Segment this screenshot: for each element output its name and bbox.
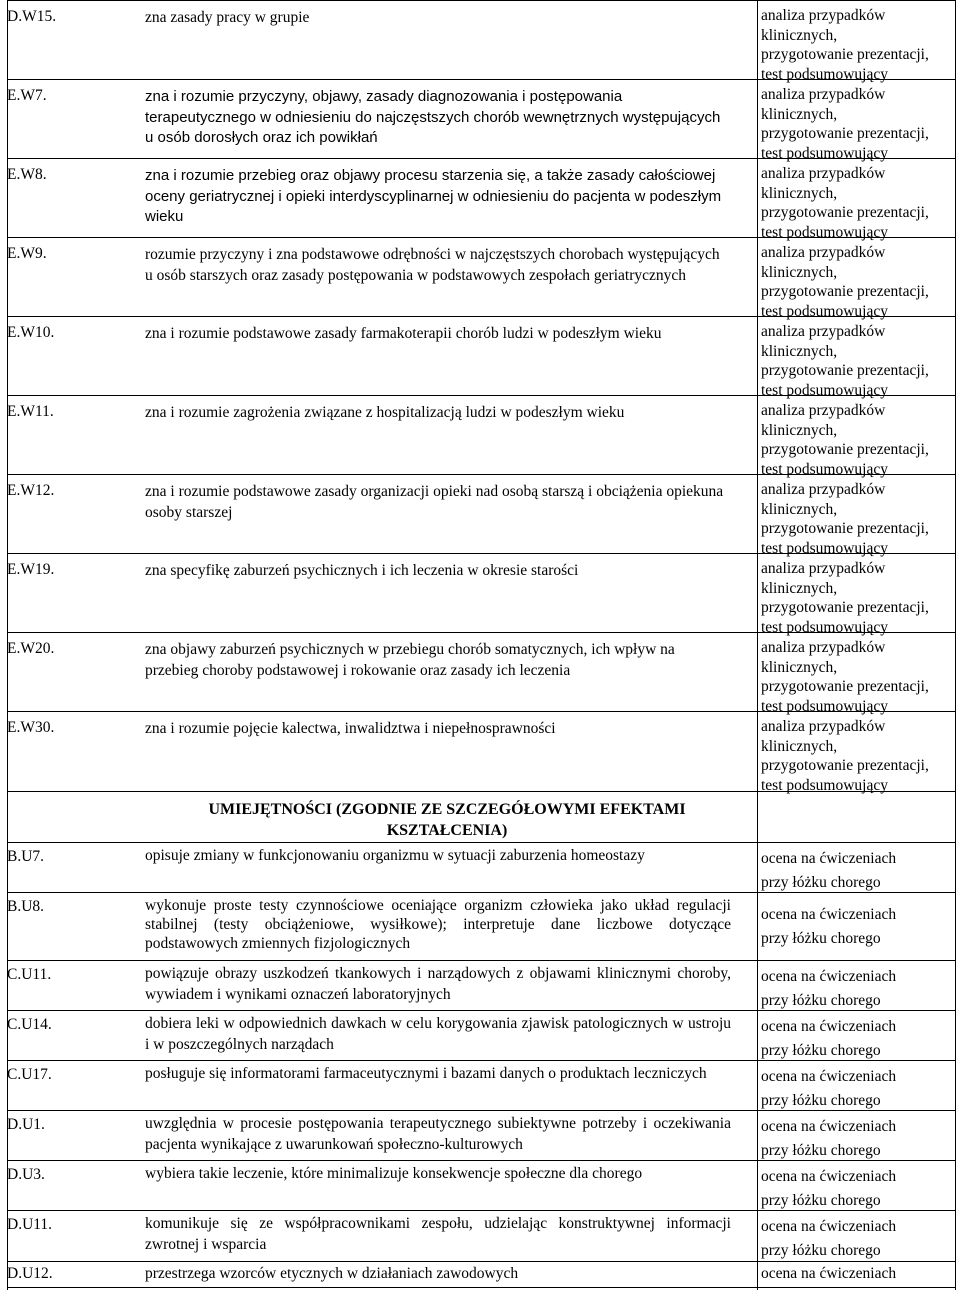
outcome-code: E.W20.	[7, 640, 55, 657]
table-row	[7, 1210, 955, 1261]
outcome-description: zna i rozumie podstawowe zasady organizacji opieki nad osobą starszą i obciążenia opiekuna osoby starszej	[145, 483, 724, 521]
outcome-code: E.W10.	[7, 324, 55, 341]
verification-method: analiza przypadków klinicznych, przygotowanie prezentacji, test podsumowujący	[761, 323, 929, 399]
verification-method: analiza przypadków klinicznych, przygotowanie prezentacji, test podsumowujący	[761, 86, 929, 162]
outcome-code: D.W15.	[7, 8, 57, 25]
section-title: UMIEJĘTNOŚCI (ZGODNIE ZE SZCZEGÓŁOWYMI EFEKTAMI KSZTAŁCENIA)	[208, 801, 686, 839]
outcome-code: E.W19.	[7, 561, 55, 578]
table-row	[7, 158, 955, 241]
outcome-description: zna i rozumie pojęcie kalectwa, inwalidztwa i niepełnosprawności	[145, 720, 556, 737]
outcome-code: C.U11.	[7, 966, 52, 983]
outcome-description: zna i rozumie przebieg oraz objawy procesu starzenia się, a także zasady całościowej oceny geriatrycznej i opieki interdyscyplinarnej w odniesieniu do pacjenta w podeszłym wieku	[145, 167, 722, 225]
table-row	[7, 316, 955, 399]
table-row	[7, 79, 955, 162]
outcome-code: D.U3.	[7, 1166, 45, 1183]
outcome-description: zna zasady pracy w grupie	[145, 9, 310, 26]
table-row	[7, 395, 955, 478]
table-row	[7, 553, 955, 636]
outcome-description: zna i rozumie przyczyny, objawy, zasady diagnozowania i postępowania terapeutycznego w odniesieniu do najczęstszych chorób wewnętrznych występujących u osób dorosłych oraz ich powikłań	[145, 88, 721, 146]
outcome-description: rozumie przyczyny i zna podstawowe odrębności w najczęstszych chorobach występujących u osób starszych oraz zasady postępowania w podstawowych zespołach geriatrycznych	[145, 246, 720, 284]
outcome-code: B.U8.	[7, 898, 45, 915]
table-row	[7, 1160, 955, 1211]
verification-method: analiza przypadków klinicznych, przygotowanie prezentacji, test podsumowujący	[761, 165, 929, 241]
outcome-description: uwzględnia w procesie postępowania terapeutycznego subiektywne potrzeby i oczekiwania pacjenta wynikające z uwarunkowań społeczno-kulturowych	[145, 1115, 731, 1153]
outcome-description: zna specyfikę zaburzeń psychicznych i ich leczenia w okresie starości	[145, 562, 579, 579]
outcome-code: E.W12.	[7, 482, 55, 499]
verification-method: ocena na ćwiczeniach przy łóżku chorego	[761, 850, 897, 891]
verification-method: analiza przypadków klinicznych, przygotowanie prezentacji, test podsumowujący	[761, 244, 929, 320]
table-row	[7, 632, 955, 715]
verification-method: analiza przypadków klinicznych, przygotowanie prezentacji, test podsumowujący	[761, 718, 929, 794]
verification-method: analiza przypadków klinicznych, przygotowanie prezentacji, test podsumowujący	[761, 639, 929, 715]
verification-method: ocena na ćwiczeniach przy łóżku chorego	[761, 968, 897, 1009]
verification-method: analiza przypadków klinicznych, przygotowanie prezentacji, test podsumowujący	[761, 481, 929, 557]
table-row	[7, 960, 955, 1011]
outcome-description: przestrzega wzorców etycznych w działaniach zawodowych	[145, 1265, 519, 1282]
table-row	[7, 711, 955, 794]
verification-method: ocena na ćwiczeniach przy łóżku chorego	[761, 1118, 897, 1159]
verification-method: ocena na ćwiczeniach przy łóżku chorego	[761, 906, 897, 947]
table-bottom-border	[7, 1287, 955, 1288]
outcome-code: D.U1.	[7, 1116, 45, 1133]
outcome-description: zna objawy zaburzeń psychicznych w przebiegu chorób somatycznych, ich wpływ na przebieg choroby podstawowej i rokowanie oraz zasady ich leczenia	[145, 641, 675, 679]
outcome-description: wykonuje proste testy czynnościowe oceniające organizm człowieka jako układ regulacji stabilnej (testy obciążeniowe, wysiłkowe); interpretuje dane liczbowe dotyczące podstawowych zmiennych fizjologicznych	[145, 897, 731, 952]
outcome-code: D.U11.	[7, 1216, 53, 1233]
table-row	[7, 1261, 955, 1288]
verification-method: ocena na ćwiczeniach	[761, 1265, 897, 1282]
table-row	[7, 1060, 955, 1111]
outcome-description: powiązuje obrazy uszkodzeń tkankowych i narządowych z objawami klinicznymi choroby, wywiadem i wynikami oznaczeń laboratoryjnych	[145, 965, 731, 1003]
outcome-description: opisuje zmiany w funkcjonowaniu organizmu w sytuacji zaburzenia homeostazy	[145, 847, 645, 864]
skills-section-header	[7, 791, 955, 842]
table-row	[7, 1010, 955, 1061]
outcome-code: E.W30.	[7, 719, 55, 736]
verification-method: analiza przypadków klinicznych, przygotowanie prezentacji, test podsumowujący	[761, 7, 929, 83]
table-row	[7, 892, 955, 960]
outcome-code: E.W11.	[7, 403, 54, 420]
outcome-code: C.U17.	[7, 1066, 52, 1083]
table-row	[7, 237, 955, 320]
table-row	[7, 474, 955, 557]
verification-method: analiza przypadków klinicznych, przygotowanie prezentacji, test podsumowujący	[761, 560, 929, 636]
verification-method: analiza przypadków klinicznych, przygotowanie prezentacji, test podsumowujący	[761, 402, 929, 478]
table-row	[7, 842, 955, 893]
verification-method: ocena na ćwiczeniach przy łóżku chorego	[761, 1018, 897, 1059]
table-row	[7, 1110, 955, 1161]
outcome-code: B.U7.	[7, 848, 45, 865]
verification-method: ocena na ćwiczeniach przy łóżku chorego	[761, 1218, 897, 1259]
outcome-code: D.U12.	[7, 1265, 53, 1282]
outcome-code: E.W8.	[7, 166, 47, 183]
verification-method: ocena na ćwiczeniach przy łóżku chorego	[761, 1068, 897, 1109]
outcome-description: dobiera leki w odpowiednich dawkach w celu korygowania zjawisk patologicznych w ustroju i w poszczególnych narządach	[145, 1015, 731, 1053]
table-row	[7, 0, 955, 83]
outcome-description: zna i rozumie zagrożenia związane z hospitalizacją ludzi w podeszłym wieku	[145, 404, 625, 421]
outcome-description: posługuje się informatorami farmaceutycznymi i bazami danych o produktach leczniczych	[145, 1065, 707, 1082]
outcome-code: C.U14.	[7, 1016, 52, 1033]
outcome-description: zna i rozumie podstawowe zasady farmakoterapii chorób ludzi w podeszłym wieku	[145, 325, 662, 342]
outcome-description: wybiera takie leczenie, które minimalizuje konsekwencje społeczne dla chorego	[145, 1165, 643, 1182]
outcome-description: komunikuje się ze współpracownikami zespołu, udzielając konstruktywnej informacji zwrotnej i wsparcia	[145, 1215, 731, 1253]
outcome-code: E.W9.	[7, 245, 47, 262]
verification-method: ocena na ćwiczeniach przy łóżku chorego	[761, 1168, 897, 1209]
outcome-code: E.W7.	[7, 87, 47, 104]
